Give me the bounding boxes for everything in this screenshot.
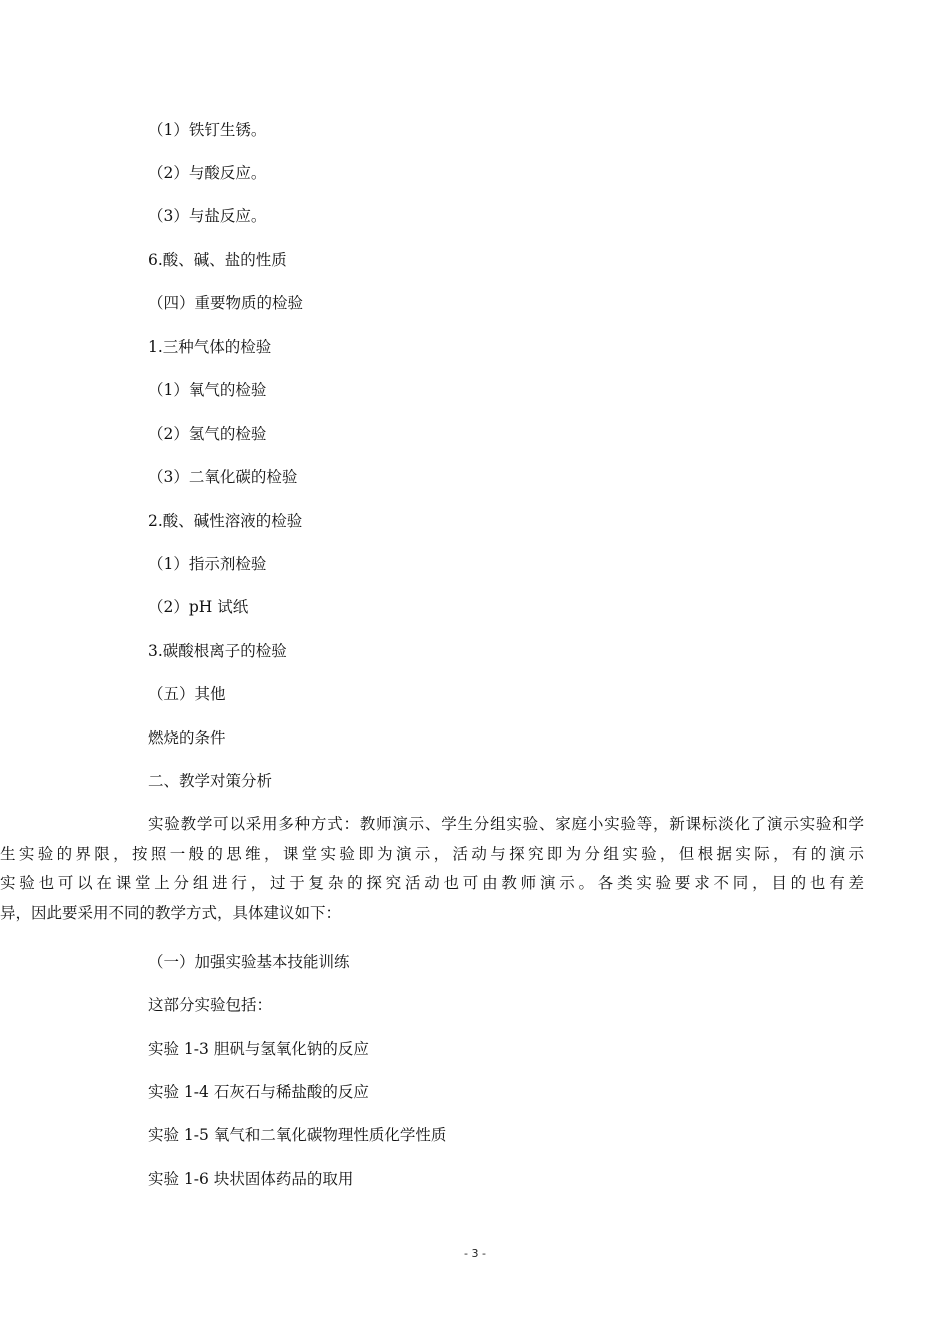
section-heading: 1.三种气体的检验	[148, 338, 272, 356]
paragraph-line: 实验教学可以采用多种方式：教师演示、学生分组实验、家庭小实验等，新课标淡化了演示实验和学	[148, 815, 864, 833]
text-line: 燃烧的条件	[148, 729, 226, 747]
experiment-item: 实验 1-4 石灰石与稀盐酸的反应	[148, 1083, 369, 1101]
text-line: （2）氢气的检验	[148, 425, 267, 443]
section-heading: 2.酸、碱性溶液的检验	[148, 512, 303, 530]
section-heading: （五）其他	[148, 685, 226, 703]
text-line: （3）二氧化碳的检验	[148, 468, 298, 486]
page-number: - 3 -	[464, 1247, 486, 1260]
text-line: （1）指示剂检验	[148, 555, 267, 573]
section-heading: 6.酸、碱、盐的性质	[148, 251, 287, 269]
text-line: 这部分实验包括：	[148, 996, 273, 1014]
body-paragraph	[0, 810, 864, 928]
section-heading: （一）加强实验基本技能训练	[148, 953, 350, 971]
experiment-item: 实验 1-5 氧气和二氧化碳物理性质化学性质	[148, 1126, 447, 1144]
section-heading: 二、教学对策分析	[148, 772, 273, 790]
paragraph-line: 实验也可以在课堂上分组进行，过于复杂的探究活动也可由教师演示。各类实验要求不同，目的也有差	[0, 874, 864, 893]
paragraph-line: 生实验的界限，按照一般的思维，课堂实验即为演示，活动与探究即为分组实验，但根据实际，有的演示	[0, 844, 864, 863]
text-line: （2）pH 试纸	[148, 598, 249, 616]
experiment-item: 实验 1-3 胆矾与氢氧化钠的反应	[148, 1040, 369, 1058]
experiment-item: 实验 1-6 块状固体药品的取用	[148, 1170, 354, 1188]
paragraph-line: 异，因此要采用不同的教学方式，具体建议如下：	[0, 903, 342, 922]
text-line: （1）氧气的检验	[148, 381, 267, 399]
section-heading: 3.碳酸根离子的检验	[148, 642, 287, 660]
text-line: （3）与盐反应。	[148, 207, 267, 225]
text-line: （1）铁钉生锈。	[148, 121, 267, 139]
text-line: （2）与酸反应。	[148, 164, 267, 182]
section-heading: （四）重要物质的检验	[148, 294, 304, 312]
